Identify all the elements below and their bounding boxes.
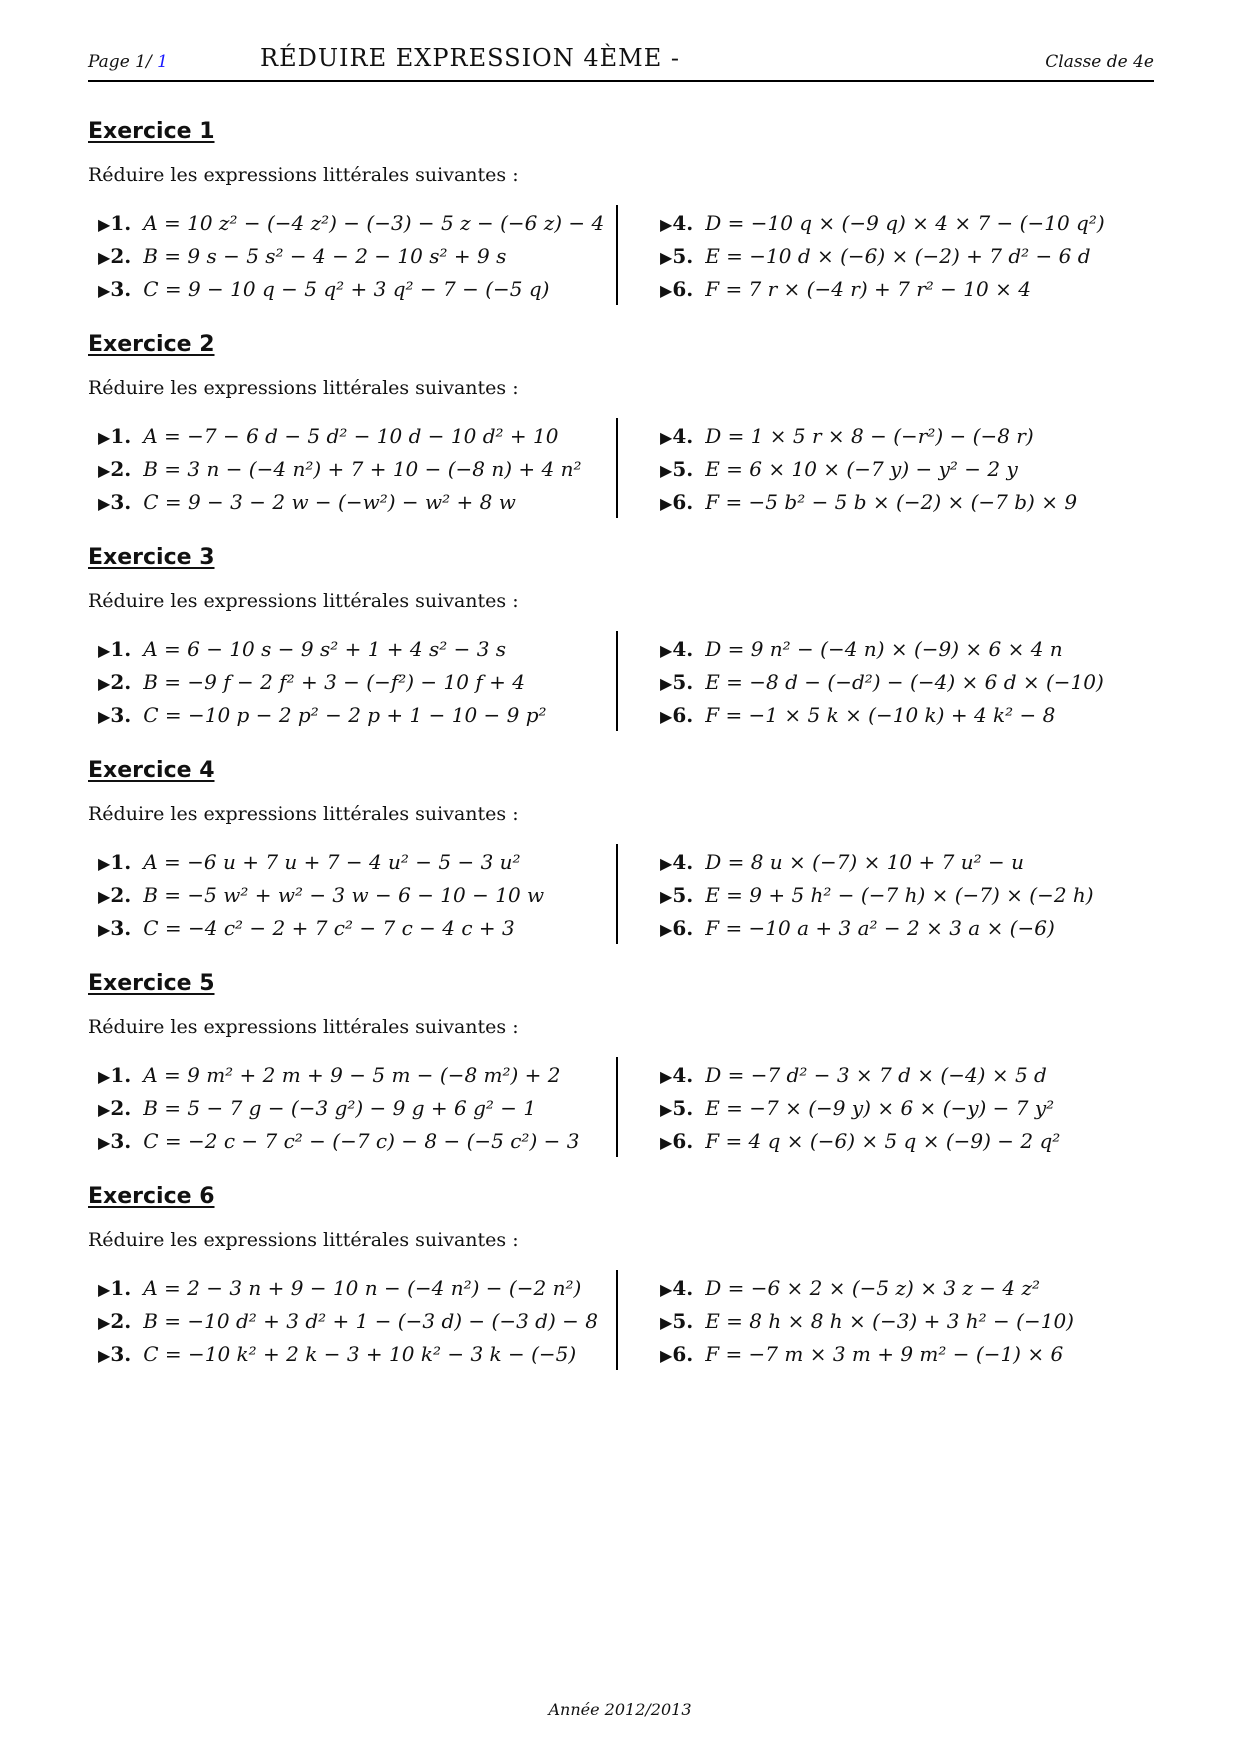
item-expression: B = −5 w² + w² − 3 w − 6 − 10 − 10 w xyxy=(143,883,545,907)
item-number: 6. xyxy=(672,490,694,514)
item-expression: A = 2 − 3 n + 9 − 10 n − (−4 n²) − (−2 n²) xyxy=(143,1276,582,1300)
bullet-triangle-icon: ▶ xyxy=(98,428,111,447)
column-divider xyxy=(616,1270,618,1370)
exercise-column-right xyxy=(660,633,1160,732)
item-expression: C = −10 p − 2 p² − 2 p + 1 − 10 − 9 p² xyxy=(143,703,547,727)
item-label xyxy=(98,1129,131,1153)
bullet-triangle-icon: ▶ xyxy=(660,887,673,906)
exercise-item xyxy=(660,1059,1160,1092)
item-number: 1. xyxy=(110,1276,132,1300)
bullet-triangle-icon: ▶ xyxy=(98,674,111,693)
exercise-block xyxy=(88,757,1154,967)
item-label xyxy=(98,1096,131,1120)
bullet-triangle-icon: ▶ xyxy=(660,215,673,234)
exercise-item xyxy=(660,912,1160,945)
exercise-columns xyxy=(88,633,1154,733)
exercise-instruction: Réduire les expressions littérales suivantes : xyxy=(88,377,519,399)
exercise-columns xyxy=(88,1272,1154,1372)
item-expression: D = −10 q × (−9 q) × 4 × 7 − (−10 q²) xyxy=(705,211,1105,235)
item-expression: F = −10 a + 3 a² − 2 × 3 a × (−6) xyxy=(705,916,1055,940)
item-label xyxy=(98,637,131,661)
item-label xyxy=(98,1309,131,1333)
item-number: 6. xyxy=(672,916,694,940)
item-label xyxy=(660,670,693,694)
item-expression: D = 9 n² − (−4 n) × (−9) × 6 × 4 n xyxy=(705,637,1063,661)
column-divider xyxy=(616,418,618,518)
item-number: 1. xyxy=(110,424,132,448)
item-expression: F = −1 × 5 k × (−10 k) + 4 k² − 8 xyxy=(705,703,1056,727)
page-total-link[interactable]: 1 xyxy=(157,52,168,72)
item-expression: C = −2 c − 7 c² − (−7 c) − 8 − (−5 c²) − 3 xyxy=(143,1129,580,1153)
exercise-item xyxy=(660,1092,1160,1125)
item-label xyxy=(660,1309,693,1333)
item-number: 6. xyxy=(672,1129,694,1153)
bullet-triangle-icon: ▶ xyxy=(98,707,111,726)
item-label xyxy=(98,850,131,874)
bullet-triangle-icon: ▶ xyxy=(660,674,673,693)
bullet-triangle-icon: ▶ xyxy=(660,1346,673,1365)
item-label xyxy=(98,1276,131,1300)
item-label xyxy=(660,244,693,268)
item-label xyxy=(660,703,693,727)
item-expression: F = −5 b² − 5 b × (−2) × (−7 b) × 9 xyxy=(705,490,1078,514)
exercise-item xyxy=(98,420,638,453)
exercise-item xyxy=(660,1272,1160,1305)
item-expression: B = −10 d² + 3 d² + 1 − (−3 d) − (−3 d) − 8 xyxy=(143,1309,598,1333)
item-number: 2. xyxy=(110,1309,132,1333)
bullet-triangle-icon: ▶ xyxy=(98,641,111,660)
item-number: 2. xyxy=(110,457,132,481)
bullet-triangle-icon: ▶ xyxy=(98,1067,111,1086)
exercise-title: Exercice 4 xyxy=(88,758,215,783)
exercise-item xyxy=(660,846,1160,879)
bullet-triangle-icon: ▶ xyxy=(98,1100,111,1119)
item-expression: C = −4 c² − 2 + 7 c² − 7 c − 4 c + 3 xyxy=(143,916,515,940)
item-number: 4. xyxy=(672,1276,694,1300)
item-number: 2. xyxy=(110,1096,132,1120)
item-number: 2. xyxy=(110,883,132,907)
item-label xyxy=(98,424,131,448)
bullet-triangle-icon: ▶ xyxy=(660,641,673,660)
page-footer: Année 2012/2013 xyxy=(548,1700,692,1719)
exercise-column-left xyxy=(98,207,638,306)
bullet-triangle-icon: ▶ xyxy=(660,707,673,726)
item-number: 6. xyxy=(672,703,694,727)
item-label xyxy=(660,211,693,235)
exercise-item xyxy=(98,912,638,945)
item-label xyxy=(98,211,131,235)
exercise-instruction: Réduire les expressions littérales suivantes : xyxy=(88,164,519,186)
item-expression: B = 5 − 7 g − (−3 g²) − 9 g + 6 g² − 1 xyxy=(143,1096,537,1120)
bullet-triangle-icon: ▶ xyxy=(98,1346,111,1365)
item-expression: E = 9 + 5 h² − (−7 h) × (−7) × (−2 h) xyxy=(705,883,1094,907)
exercise-item xyxy=(660,240,1160,273)
item-number: 5. xyxy=(672,670,694,694)
bullet-triangle-icon: ▶ xyxy=(660,1067,673,1086)
bullet-triangle-icon: ▶ xyxy=(660,494,673,513)
item-label xyxy=(660,1276,693,1300)
item-expression: A = 6 − 10 s − 9 s² + 1 + 4 s² − 3 s xyxy=(143,637,507,661)
item-label xyxy=(660,1129,693,1153)
exercise-instruction: Réduire les expressions littérales suivantes : xyxy=(88,590,519,612)
item-label xyxy=(660,277,693,301)
exercise-column-right xyxy=(660,420,1160,519)
page-indicator xyxy=(88,52,168,72)
item-label xyxy=(660,883,693,907)
exercise-item xyxy=(660,699,1160,732)
class-level: Classe de 4e xyxy=(1045,52,1154,72)
exercise-item xyxy=(98,1059,638,1092)
exercise-column-right xyxy=(660,1272,1160,1371)
exercise-item xyxy=(660,633,1160,666)
exercise-item xyxy=(98,207,638,240)
item-expression: D = 1 × 5 r × 8 − (−r²) − (−8 r) xyxy=(705,424,1034,448)
item-number: 3. xyxy=(110,916,132,940)
exercise-item xyxy=(98,846,638,879)
exercise-item xyxy=(660,1125,1160,1158)
item-expression: C = 9 − 10 q − 5 q² + 3 q² − 7 − (−5 q) xyxy=(143,277,550,301)
item-label xyxy=(660,457,693,481)
exercise-item xyxy=(660,273,1160,306)
exercise-column-left xyxy=(98,633,638,732)
exercise-item xyxy=(98,633,638,666)
exercise-columns xyxy=(88,846,1154,946)
exercise-column-left xyxy=(98,1272,638,1371)
exercise-columns xyxy=(88,207,1154,307)
item-expression: D = 8 u × (−7) × 10 + 7 u² − u xyxy=(705,850,1024,874)
exercise-item xyxy=(660,879,1160,912)
item-number: 3. xyxy=(110,1129,132,1153)
item-expression: E = −7 × (−9 y) × 6 × (−y) − 7 y² xyxy=(705,1096,1055,1120)
item-label xyxy=(98,457,131,481)
exercise-title: Exercice 3 xyxy=(88,545,215,570)
bullet-triangle-icon: ▶ xyxy=(660,1100,673,1119)
bullet-triangle-icon: ▶ xyxy=(660,248,673,267)
item-expression: C = −10 k² + 2 k − 3 + 10 k² − 3 k − (−5) xyxy=(143,1342,577,1366)
exercise-instruction: Réduire les expressions littérales suivantes : xyxy=(88,1229,519,1251)
item-label xyxy=(98,703,131,727)
item-expression: A = −7 − 6 d − 5 d² − 10 d − 10 d² + 10 xyxy=(143,424,559,448)
bullet-triangle-icon: ▶ xyxy=(98,1133,111,1152)
exercise-title: Exercice 5 xyxy=(88,971,215,996)
exercise-block xyxy=(88,118,1154,328)
item-expression: A = −6 u + 7 u + 7 − 4 u² − 5 − 3 u² xyxy=(143,850,521,874)
item-label xyxy=(98,1063,131,1087)
item-expression: F = 7 r × (−4 r) + 7 r² − 10 × 4 xyxy=(705,277,1031,301)
exercise-item xyxy=(98,273,638,306)
item-expression: E = 6 × 10 × (−7 y) − y² − 2 y xyxy=(705,457,1018,481)
item-number: 3. xyxy=(110,703,132,727)
exercise-column-left xyxy=(98,1059,638,1158)
exercise-item xyxy=(98,1125,638,1158)
item-label xyxy=(660,424,693,448)
item-number: 2. xyxy=(110,244,132,268)
item-expression: A = 9 m² + 2 m + 9 − 5 m − (−8 m²) + 2 xyxy=(143,1063,561,1087)
item-label xyxy=(98,244,131,268)
item-number: 6. xyxy=(672,277,694,301)
bullet-triangle-icon: ▶ xyxy=(98,215,111,234)
exercise-item xyxy=(660,1338,1160,1371)
bullet-triangle-icon: ▶ xyxy=(660,1313,673,1332)
column-divider xyxy=(616,1057,618,1157)
item-expression: B = 3 n − (−4 n²) + 7 + 10 − (−8 n) + 4 n² xyxy=(143,457,582,481)
item-number: 1. xyxy=(110,211,132,235)
item-number: 4. xyxy=(672,850,694,874)
bullet-triangle-icon: ▶ xyxy=(660,281,673,300)
item-expression: E = −8 d − (−d²) − (−4) × 6 d × (−10) xyxy=(705,670,1104,694)
item-number: 1. xyxy=(110,637,132,661)
page-header xyxy=(88,44,1154,82)
exercise-item xyxy=(98,879,638,912)
item-expression: C = 9 − 3 − 2 w − (−w²) − w² + 8 w xyxy=(143,490,516,514)
item-expression: B = 9 s − 5 s² − 4 − 2 − 10 s² + 9 s xyxy=(143,244,507,268)
item-label xyxy=(660,916,693,940)
bullet-triangle-icon: ▶ xyxy=(660,428,673,447)
exercise-column-left xyxy=(98,846,638,945)
exercise-block xyxy=(88,1183,1154,1393)
bullet-triangle-icon: ▶ xyxy=(660,1280,673,1299)
item-expression: E = −10 d × (−6) × (−2) + 7 d² − 6 d xyxy=(705,244,1091,268)
item-label xyxy=(98,670,131,694)
exercise-column-left xyxy=(98,420,638,519)
bullet-triangle-icon: ▶ xyxy=(98,1280,111,1299)
item-label xyxy=(660,850,693,874)
exercise-column-right xyxy=(660,207,1160,306)
exercise-item xyxy=(660,486,1160,519)
item-number: 5. xyxy=(672,457,694,481)
item-number: 1. xyxy=(110,1063,132,1087)
exercise-title: Exercice 1 xyxy=(88,119,215,144)
item-number: 4. xyxy=(672,211,694,235)
item-label xyxy=(660,490,693,514)
exercise-item xyxy=(98,1338,638,1371)
exercise-block xyxy=(88,970,1154,1180)
bullet-triangle-icon: ▶ xyxy=(98,854,111,873)
item-number: 3. xyxy=(110,1342,132,1366)
exercise-item xyxy=(660,420,1160,453)
exercise-item xyxy=(660,1305,1160,1338)
bullet-triangle-icon: ▶ xyxy=(98,1313,111,1332)
exercise-instruction: Réduire les expressions littérales suivantes : xyxy=(88,1016,519,1038)
document-title: RÉDUIRE EXPRESSION 4ÈME - xyxy=(260,44,680,72)
exercise-item xyxy=(660,666,1160,699)
bullet-triangle-icon: ▶ xyxy=(98,887,111,906)
exercise-item xyxy=(660,453,1160,486)
item-expression: F = −7 m × 3 m + 9 m² − (−1) × 6 xyxy=(705,1342,1064,1366)
item-expression: B = −9 f − 2 f² + 3 − (−f²) − 10 f + 4 xyxy=(143,670,525,694)
column-divider xyxy=(616,844,618,944)
item-number: 2. xyxy=(110,670,132,694)
bullet-triangle-icon: ▶ xyxy=(660,854,673,873)
exercise-instruction: Réduire les expressions littérales suivantes : xyxy=(88,803,519,825)
item-expression: D = −7 d² − 3 × 7 d × (−4) × 5 d xyxy=(705,1063,1047,1087)
item-label xyxy=(660,637,693,661)
item-label xyxy=(660,1342,693,1366)
exercise-columns xyxy=(88,1059,1154,1159)
bullet-triangle-icon: ▶ xyxy=(660,1133,673,1152)
exercise-item xyxy=(98,453,638,486)
item-expression: F = 4 q × (−6) × 5 q × (−9) − 2 q² xyxy=(705,1129,1061,1153)
item-label xyxy=(98,490,131,514)
item-label xyxy=(660,1096,693,1120)
exercise-item xyxy=(98,1092,638,1125)
item-number: 5. xyxy=(672,883,694,907)
item-number: 4. xyxy=(672,637,694,661)
item-label xyxy=(98,883,131,907)
item-number: 4. xyxy=(672,424,694,448)
exercise-item xyxy=(660,207,1160,240)
column-divider xyxy=(616,631,618,731)
item-number: 5. xyxy=(672,1309,694,1333)
item-label xyxy=(98,277,131,301)
bullet-triangle-icon: ▶ xyxy=(98,281,111,300)
column-divider xyxy=(616,205,618,305)
exercise-item xyxy=(98,666,638,699)
item-expression: D = −6 × 2 × (−5 z) × 3 z − 4 z² xyxy=(705,1276,1041,1300)
item-number: 3. xyxy=(110,277,132,301)
exercise-item xyxy=(98,699,638,732)
bullet-triangle-icon: ▶ xyxy=(98,248,111,267)
exercise-title: Exercice 6 xyxy=(88,1184,215,1209)
exercise-item xyxy=(98,1272,638,1305)
exercise-column-right xyxy=(660,1059,1160,1158)
exercise-block xyxy=(88,331,1154,541)
exercise-item xyxy=(98,240,638,273)
exercise-block xyxy=(88,544,1154,754)
exercise-item xyxy=(98,486,638,519)
exercise-title: Exercice 2 xyxy=(88,332,215,357)
bullet-triangle-icon: ▶ xyxy=(98,494,111,513)
exercise-columns xyxy=(88,420,1154,520)
item-expression: E = 8 h × 8 h × (−3) + 3 h² − (−10) xyxy=(705,1309,1074,1333)
item-number: 4. xyxy=(672,1063,694,1087)
page-prefix: Page 1/ xyxy=(88,52,158,72)
item-label xyxy=(98,1342,131,1366)
exercise-item xyxy=(98,1305,638,1338)
bullet-triangle-icon: ▶ xyxy=(660,461,673,480)
bullet-triangle-icon: ▶ xyxy=(98,461,111,480)
bullet-triangle-icon: ▶ xyxy=(660,920,673,939)
item-number: 1. xyxy=(110,850,132,874)
bullet-triangle-icon: ▶ xyxy=(98,920,111,939)
item-number: 6. xyxy=(672,1342,694,1366)
item-expression: A = 10 z² − (−4 z²) − (−3) − 5 z − (−6 z) − 4 xyxy=(143,211,605,235)
item-number: 3. xyxy=(110,490,132,514)
item-label xyxy=(660,1063,693,1087)
item-label xyxy=(98,916,131,940)
exercise-column-right xyxy=(660,846,1160,945)
item-number: 5. xyxy=(672,1096,694,1120)
item-number: 5. xyxy=(672,244,694,268)
